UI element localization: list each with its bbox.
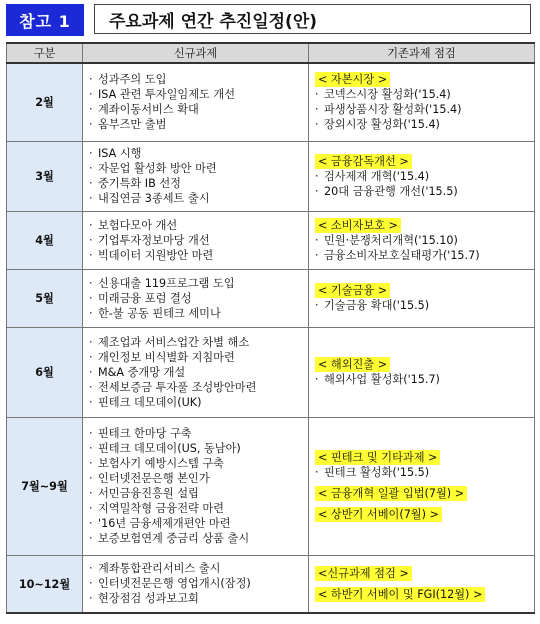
new-task-text: 빅데이터 지원방안 마련 [98,248,214,262]
review-item-text: 핀테크 활성화('15.5) [324,466,430,479]
bullet-icon: · [89,532,93,545]
bullet-icon: · [89,487,93,500]
review-item [315,169,530,184]
bullet-icon: · [315,233,319,247]
new-task-item [89,306,304,321]
new-task-item [89,87,304,102]
bullet-icon: · [89,427,93,440]
table-row [7,327,535,417]
new-task-item [89,233,304,248]
review-group-heading: < 자본시장 > [315,72,390,87]
new-task-item [89,516,304,531]
bullet-icon: · [315,248,319,262]
new-tasks-cell [83,417,309,555]
new-task-text: 개인정보 비식별화 지침마련 [98,350,235,364]
month-cell: 10~12월 [7,555,83,613]
new-task-text: 핀테크 데모데이(US, 동남아) [98,442,241,455]
bullet-icon: · [89,442,93,455]
column-header-category: 구분 [7,43,83,63]
review-group-heading: < 상반기 서베이(7월) > [315,507,442,522]
new-task-item [89,218,304,233]
new-task-text: 보증보험연계 중금리 상품 출시 [98,532,250,545]
review-group-heading: < 소비자보호 > [315,218,401,233]
new-task-text: M&A 중개망 개설 [98,365,186,379]
new-task-text: 신용대출 119프로그램 도입 [98,276,235,290]
new-task-item [89,591,304,606]
month-cell: 4월 [7,211,83,269]
new-task-text: 미래금융 포럼 결성 [98,291,192,305]
bullet-icon: · [89,218,93,232]
review-item [315,102,530,117]
existing-review-cell [309,211,535,269]
new-tasks-cell [83,141,309,211]
new-tasks-cell [83,327,309,417]
new-task-item [89,146,304,161]
review-item-text: 기술금융 확대('15.5) [324,299,430,312]
new-task-item [89,176,304,191]
bullet-icon: · [89,118,93,132]
new-task-text: ISA 시행 [98,147,142,160]
existing-review-cell [309,327,535,417]
review-item-text: 장외시장 활성화('15.4) [324,118,440,132]
bullet-icon: · [89,276,93,290]
bullet-icon: · [89,248,93,262]
review-item-text: 금융소비자보호실태평가('15.7) [324,248,480,262]
review-item [315,87,530,102]
column-header-existing-review: 기존과제 점검 [309,43,535,63]
page-title: 주요과제 연간 추진일정(안) [94,4,531,34]
schedule-table [6,42,535,614]
existing-review-cell [309,269,535,327]
new-task-text: 옴부즈만 출범 [98,118,167,132]
new-task-item [89,191,304,206]
review-group-heading: < 금융감독개선 > [315,154,412,169]
review-group-heading: < 하반기 서베이 및 FGI(12월) > [315,587,485,602]
bullet-icon: · [315,466,319,479]
new-task-item [89,441,304,456]
review-item-text: 코넥스시장 활성화('15.4) [324,88,451,102]
month-cell: 2월 [7,63,83,141]
bullet-icon: · [89,592,93,606]
review-group-heading: <신규과제 점검 > [315,566,412,581]
new-task-item [89,486,304,501]
new-task-text: 인터넷전문은행 영업개시(잠정) [98,577,251,591]
new-task-item [89,161,304,176]
table-row [7,417,535,555]
review-item-text: 20대 금융관행 개선('15.5) [324,184,458,198]
new-task-item [89,276,304,291]
bullet-icon: · [89,350,93,364]
new-task-text: '16년 금융세제개편안 마련 [98,517,231,530]
bullet-icon: · [89,147,93,160]
existing-review-cell [309,417,535,555]
review-item [315,298,530,313]
new-task-item [89,72,304,87]
column-header-new-tasks: 신규과제 [83,43,309,63]
new-task-text: 핀테크 데모데이(UK) [98,395,202,409]
bullet-icon: · [89,457,93,470]
new-task-text: 성과주의 도입 [98,73,167,87]
new-task-text: 한-불 공동 핀테크 세미나 [98,306,221,320]
month-cell: 6월 [7,327,83,417]
month-cell: 3월 [7,141,83,211]
new-task-item [89,471,304,486]
new-tasks-cell [83,269,309,327]
table-row [7,555,535,613]
bullet-icon: · [315,373,319,386]
existing-review-cell [309,141,535,211]
reference-badge: 참고 1 [6,4,84,36]
month-cell: 7월~9월 [7,417,83,555]
bullet-icon: · [89,502,93,515]
review-group-heading: < 핀테크 및 기타과제 > [315,450,440,465]
new-task-item [89,365,304,380]
new-task-text: 인터넷전문은행 본인가 [98,472,210,485]
month-cell: 5월 [7,269,83,327]
new-task-text: 전세보증금 투자풀 조성방안마련 [98,380,257,394]
bullet-icon: · [315,299,319,312]
review-item-text: 파생상품시장 활성화('15.4) [324,103,462,117]
bullet-icon: · [315,184,319,198]
new-task-text: 계좌통합관리서비스 출시 [98,562,221,576]
new-task-text: 현장점검 성과보고회 [98,592,199,606]
bullet-icon: · [89,291,93,305]
page-header [6,4,533,36]
new-task-text: 자문업 활성화 방안 마련 [98,162,217,175]
review-item-text: 민원·분쟁처리개혁('15.10) [324,233,458,247]
review-item [315,184,530,199]
new-task-text: ISA 관련 투자일임제도 개선 [98,88,236,102]
review-item [315,248,530,263]
bullet-icon: · [315,103,319,117]
review-group-heading: < 금융개혁 일괄 입법(7월) > [315,486,467,501]
bullet-icon: · [89,335,93,349]
new-task-text: 보험다모아 개선 [98,218,178,232]
bullet-icon: · [89,380,93,394]
existing-review-cell [309,555,535,613]
new-task-item [89,395,304,410]
bullet-icon: · [89,472,93,485]
review-item-text: 해외사업 활성화('15.7) [324,373,440,386]
new-task-text: 중기특화 IB 선정 [98,177,181,190]
bullet-icon: · [89,577,93,591]
review-item [315,233,530,248]
new-task-item [89,426,304,441]
new-task-text: 내집연금 3종세트 출시 [98,192,210,205]
new-task-item [89,561,304,576]
new-task-item [89,350,304,365]
bullet-icon: · [315,118,319,132]
bullet-icon: · [89,233,93,247]
new-task-item [89,117,304,132]
bullet-icon: · [89,192,93,205]
new-task-text: 기업투자정보마당 개선 [98,233,210,247]
table-row [7,63,535,141]
bullet-icon: · [89,562,93,576]
review-group-heading: < 기술금융 > [315,283,390,298]
table-row [7,211,535,269]
new-task-item [89,335,304,350]
bullet-icon: · [89,306,93,320]
new-tasks-cell [83,63,309,141]
bullet-icon: · [89,395,93,409]
new-task-item [89,531,304,546]
table-row [7,141,535,211]
bullet-icon: · [89,177,93,190]
new-task-text: 지역밀착형 금융전략 마련 [98,502,224,515]
table-row [7,269,535,327]
bullet-icon: · [89,88,93,102]
bullet-icon: · [89,162,93,175]
new-task-text: 핀테크 한마당 구축 [98,427,192,440]
new-task-item [89,291,304,306]
new-task-item [89,102,304,117]
new-task-item [89,576,304,591]
new-tasks-cell [83,555,309,613]
new-task-item [89,501,304,516]
review-item-text: 검사제재 개혁('15.4) [324,169,430,183]
new-task-text: 서민금융진흥원 설립 [98,487,199,500]
table-header-row [7,43,535,63]
review-item [315,372,530,387]
review-item [315,117,530,132]
new-task-text: 계좌이동서비스 확대 [98,103,199,117]
new-tasks-cell [83,211,309,269]
bullet-icon: · [315,169,319,183]
new-task-item [89,380,304,395]
new-task-item [89,456,304,471]
new-task-text: 제조업과 서비스업간 차별 해소 [98,335,250,349]
new-task-item [89,248,304,263]
existing-review-cell [309,63,535,141]
bullet-icon: · [89,103,93,117]
bullet-icon: · [89,73,93,87]
bullet-icon: · [89,517,93,530]
bullet-icon: · [315,88,319,102]
review-group-heading: < 해외진출 > [315,357,390,372]
new-task-text: 보험사기 예방시스템 구축 [98,457,224,470]
review-item [315,465,530,480]
bullet-icon: · [89,365,93,379]
